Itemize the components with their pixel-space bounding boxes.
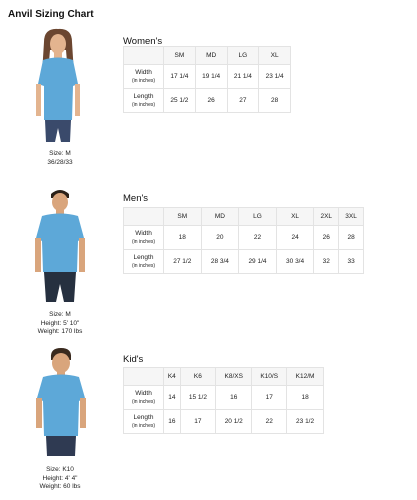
width-value: 20 (201, 226, 239, 250)
women-width-row (124, 65, 291, 89)
size-header: LG (227, 47, 259, 65)
kids-size-table (123, 367, 324, 434)
men-caption (20, 311, 100, 337)
width-value: 18 (164, 226, 202, 250)
men-caption-height: Height: 5' 10" (40, 319, 80, 327)
width-value: 28 (339, 226, 364, 250)
width-value: 16 (216, 386, 252, 410)
women-size-table (123, 46, 291, 113)
length-value: 20 1/2 (216, 410, 252, 434)
women-length-row (124, 89, 291, 113)
section-title-men: Men's (123, 193, 149, 204)
width-value: 24 (276, 226, 314, 250)
size-header: MD (195, 47, 227, 65)
size-header: XL (276, 208, 314, 226)
men-model-photo (32, 186, 88, 306)
header-empty-cell (124, 208, 164, 226)
size-header: SM (164, 47, 196, 65)
length-value: 29 1/4 (239, 250, 277, 274)
kids-model-photo (34, 346, 88, 458)
kids-caption-size: Size: K10 (46, 466, 74, 473)
width-value: 14 (164, 386, 181, 410)
width-value: 17 1/4 (164, 65, 196, 89)
size-header: MD (201, 208, 239, 226)
length-value: 27 1/2 (164, 250, 202, 274)
width-value: 23 1/4 (259, 65, 291, 89)
page-title: Anvil Sizing Chart (8, 9, 94, 20)
section-title-kids: Kid's (123, 354, 144, 365)
women-caption-size: Size: M (49, 150, 71, 157)
size-header: 2XL (314, 208, 339, 226)
width-label: Width (in inches) (124, 65, 164, 89)
length-value: 26 (195, 89, 227, 113)
length-value: 16 (164, 410, 181, 434)
length-value: 17 (180, 410, 216, 434)
kids-caption (20, 466, 100, 492)
width-value: 15 1/2 (180, 386, 216, 410)
length-value: 30 3/4 (276, 250, 314, 274)
size-header: SM (164, 208, 202, 226)
kids-width-row (124, 386, 324, 410)
size-header: LG (239, 208, 277, 226)
kids-caption-height: Height: 4' 4" (42, 474, 78, 482)
length-value: 33 (339, 250, 364, 274)
length-label: Length (in inches) (124, 89, 164, 113)
women-caption (20, 150, 100, 167)
length-value: 23 1/2 (287, 410, 324, 434)
length-value: 28 3/4 (201, 250, 239, 274)
header-empty-cell (124, 368, 164, 386)
kids-caption-weight: Weight: 60 lbs (39, 483, 81, 490)
kids-length-row (124, 410, 324, 434)
section-title-women: Women's (123, 36, 163, 47)
length-value: 22 (252, 410, 287, 434)
size-header: K4 (164, 368, 181, 386)
width-value: 18 (287, 386, 324, 410)
width-value: 21 1/4 (227, 65, 259, 89)
women-caption-measurements: 36/28/33 (47, 158, 73, 166)
width-label: Width (in inches) (124, 226, 164, 250)
width-label: Width (in inches) (124, 386, 164, 410)
length-label: Length (in inches) (124, 250, 164, 274)
men-header-row (124, 208, 364, 226)
women-header-row (124, 47, 291, 65)
width-value: 22 (239, 226, 277, 250)
header-empty-cell (124, 47, 164, 65)
women-model-photo (30, 28, 86, 146)
length-label: Length (in inches) (124, 410, 164, 434)
men-size-table (123, 207, 364, 274)
length-value: 27 (227, 89, 259, 113)
size-header: 3XL (339, 208, 364, 226)
length-value: 28 (259, 89, 291, 113)
length-value: 25 1/2 (164, 89, 196, 113)
size-header: K12/M (287, 368, 324, 386)
size-header: K8/XS (216, 368, 252, 386)
men-length-row (124, 250, 364, 274)
men-width-row (124, 226, 364, 250)
size-header: K10/S (252, 368, 287, 386)
width-value: 19 1/4 (195, 65, 227, 89)
width-value: 17 (252, 386, 287, 410)
size-header: K6 (180, 368, 216, 386)
size-header: XL (259, 47, 291, 65)
width-value: 26 (314, 226, 339, 250)
length-value: 32 (314, 250, 339, 274)
men-caption-weight: Weight: 170 lbs (37, 328, 83, 335)
kids-header-row (124, 368, 324, 386)
men-caption-size: Size: M (49, 311, 71, 318)
